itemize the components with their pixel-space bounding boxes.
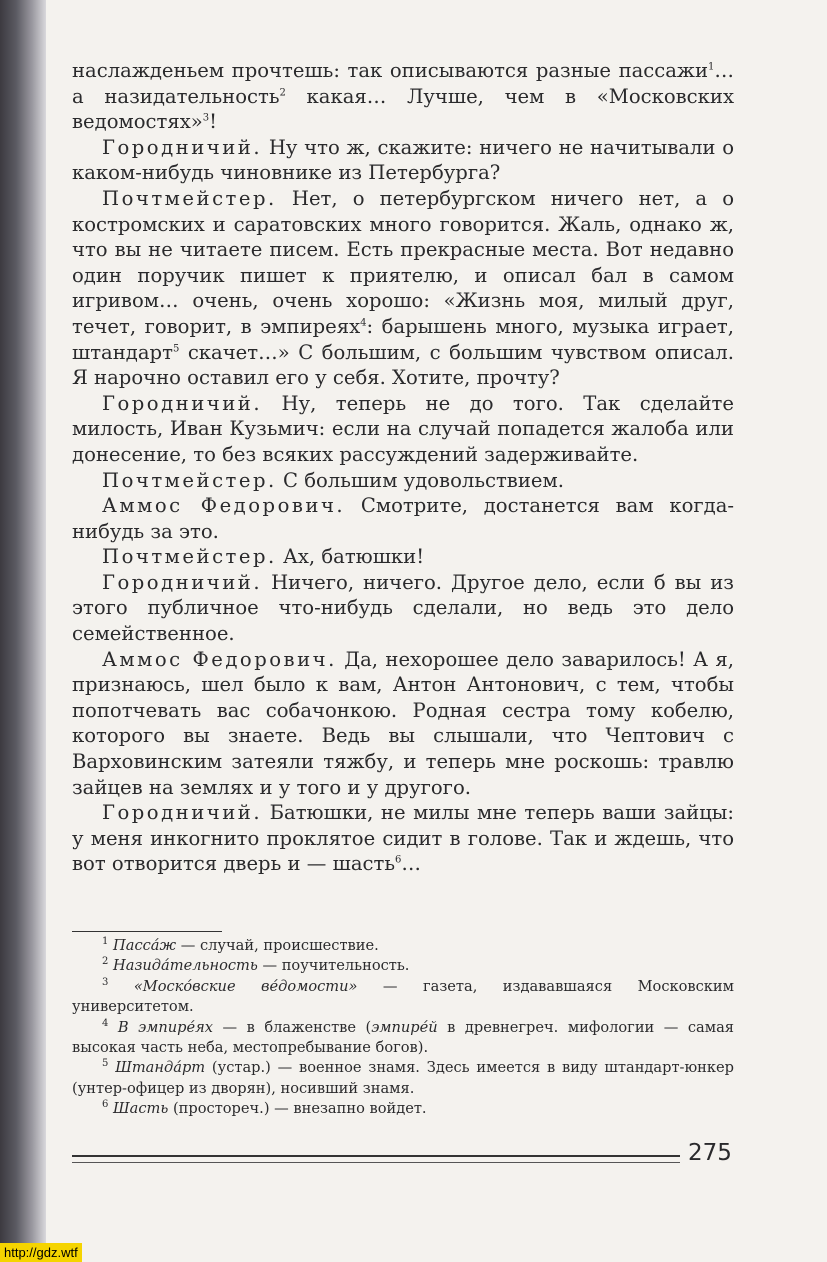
text-paragraph — [72, 493, 734, 544]
paragraph-text: скачет…» С большим, с большим чувством описал. Я нарочно оставил его у себя. Хотите, прочту? — [72, 340, 734, 390]
main-text — [72, 58, 734, 877]
footnote-term: Пасса́ж — [113, 937, 177, 954]
text-paragraph — [72, 647, 734, 801]
paragraph-text: Да, нехорошее дело заварилось! А я, признаюсь, шел было к вам, Антон Антонович, с тем, чтобы попотчевать вас собачонкою. Родная сестра тому кобелю, которого вы знаете. Ведь вы слышали, что Чептович с Варховинским затеяли тяжбу, и теперь мне роскошь: травлю зайцев на землях и у того и у другого. — [72, 647, 734, 799]
text-paragraph — [72, 468, 734, 494]
footnote — [72, 936, 734, 956]
speaker-name: Аммос Федорович. — [102, 494, 346, 518]
paragraph-text: наслажденьем прочтешь: так описываются разные пассажи — [72, 59, 709, 82]
text-paragraph — [72, 800, 734, 877]
paragraph-text: Ну что ж, скажите: ничего не начитывали о каком-нибудь чиновнике из Петербурга? — [72, 135, 734, 185]
paragraph-text: Ну, теперь не до того. Так сделайте милость, Иван Кузьмич: если на случай попадется жалоба или донесение, то без всяких рассуждений задерживайте. — [72, 391, 734, 466]
footnotes — [72, 936, 734, 1120]
paragraph-text: : барышень много, музыка играет, штандарт — [72, 314, 734, 364]
footnote-number: 5 — [102, 1058, 109, 1070]
text-paragraph — [72, 544, 734, 570]
footnote-number: 4 — [102, 1017, 109, 1029]
footnote-number: 2 — [102, 956, 109, 968]
footnote-ref: 3 — [202, 112, 210, 124]
speaker-name: Городничий. — [102, 570, 263, 594]
footnote-ref: 5 — [172, 343, 180, 354]
footnote-term: Назида́тельность — [113, 957, 258, 975]
footnote-text: (простореч.) — внезапно войдет. — [168, 1100, 427, 1118]
paragraph-text: Нет, о петербургском ничего нет, а о костромских и саратовских много говорится. Жаль, однако ж, что вы не читаете писем. Есть прекрасные места. Вот недавно один поручик пишет к приятелю, и описал бал в самом игривом… очень, очень хорошо: «Жизнь моя, милый друг, течет, говорит, в эмпиреях — [72, 186, 734, 338]
footnote-term: Шасть — [113, 1100, 169, 1118]
footnote-number: 1 — [102, 936, 109, 948]
watermark-link[interactable]: http://gdz.wtf — [0, 1243, 82, 1262]
text-paragraph — [72, 186, 734, 391]
footnote — [72, 1099, 734, 1119]
paragraph-text: С большим удовольствием. — [276, 468, 564, 492]
paragraph-text: ! — [209, 110, 217, 134]
footnote-number: 3 — [102, 976, 109, 988]
page-number: 275 — [688, 1140, 732, 1166]
footnote-ref: 2 — [279, 87, 286, 99]
footnote-number: 6 — [102, 1099, 109, 1111]
page-number-rule-thin — [72, 1162, 680, 1163]
speaker-name: Почтмейстер. — [102, 468, 277, 492]
paragraph-text: какая… Лучше, чем в «Московских ведомостях» — [72, 84, 734, 134]
footnote-text: — случай, происшествие. — [176, 937, 379, 954]
paragraph-text: Ничего, ничего. Другое дело, если б вы из этого публичное что-нибудь сделали, но ведь это дело семейственное. — [72, 570, 734, 646]
footnote-term: В эмпире́ях — [117, 1018, 214, 1036]
footnote — [72, 1018, 734, 1059]
speaker-name: Почтмейстер. — [102, 545, 277, 569]
footnote-text: — поучительность. — [257, 957, 410, 975]
footnote — [72, 1058, 734, 1099]
speaker-name: Городничий. — [102, 135, 263, 159]
footnote-ref: 4 — [360, 317, 367, 329]
footnote — [72, 956, 734, 976]
text-paragraph — [72, 391, 734, 468]
footnote-ref: 1 — [708, 61, 715, 73]
text-paragraph — [72, 58, 734, 135]
speaker-name: Аммос Федорович. — [102, 647, 337, 671]
page-number-rule — [72, 1155, 680, 1157]
text-paragraph — [72, 135, 734, 186]
paragraph-text: Смотрите, достанется вам когда-нибудь за это. — [72, 494, 734, 543]
book-spine-shadow — [0, 0, 46, 1262]
paragraph-text: Батюшки, не милы мне теперь ваши зайцы: у меня инкогнито проклятое сидит в голове. Так и ждешь, что вот отворится дверь и — шасть — [72, 801, 734, 876]
paragraph-text: Ах, батюшки! — [276, 545, 425, 569]
speaker-name: Городничий. — [102, 801, 263, 825]
footnote-text: (устар.) — военное знамя. Здесь имеется в виду штандарт-юнкер (унтер-офицер из дворян), носивший знамя. — [72, 1059, 734, 1097]
speaker-name: Городничий. — [102, 391, 263, 415]
footnote — [72, 977, 734, 1018]
footnote-text: — газета, издававшаяся Московским университетом. — [72, 977, 735, 1016]
speaker-name: Почтмейстер. — [102, 186, 277, 210]
footnote-term: «Моско́вские ве́домости» — [133, 977, 358, 995]
footnote-text-tail: в древнегреч. мифологии — самая высокая часть неба, местопребывание богов). — [72, 1018, 734, 1057]
footnote-separator — [72, 931, 222, 932]
footnote-ref: 6 — [394, 854, 402, 866]
footnote-italic: эмпире́й — [371, 1018, 438, 1036]
paragraph-text: … — [401, 852, 421, 876]
paragraph-text: … а назидательность — [72, 59, 734, 108]
text-paragraph — [72, 570, 734, 647]
footnote-term: Штанда́рт — [115, 1059, 206, 1077]
footnote-text: — в блаженстве ( — [213, 1018, 372, 1036]
